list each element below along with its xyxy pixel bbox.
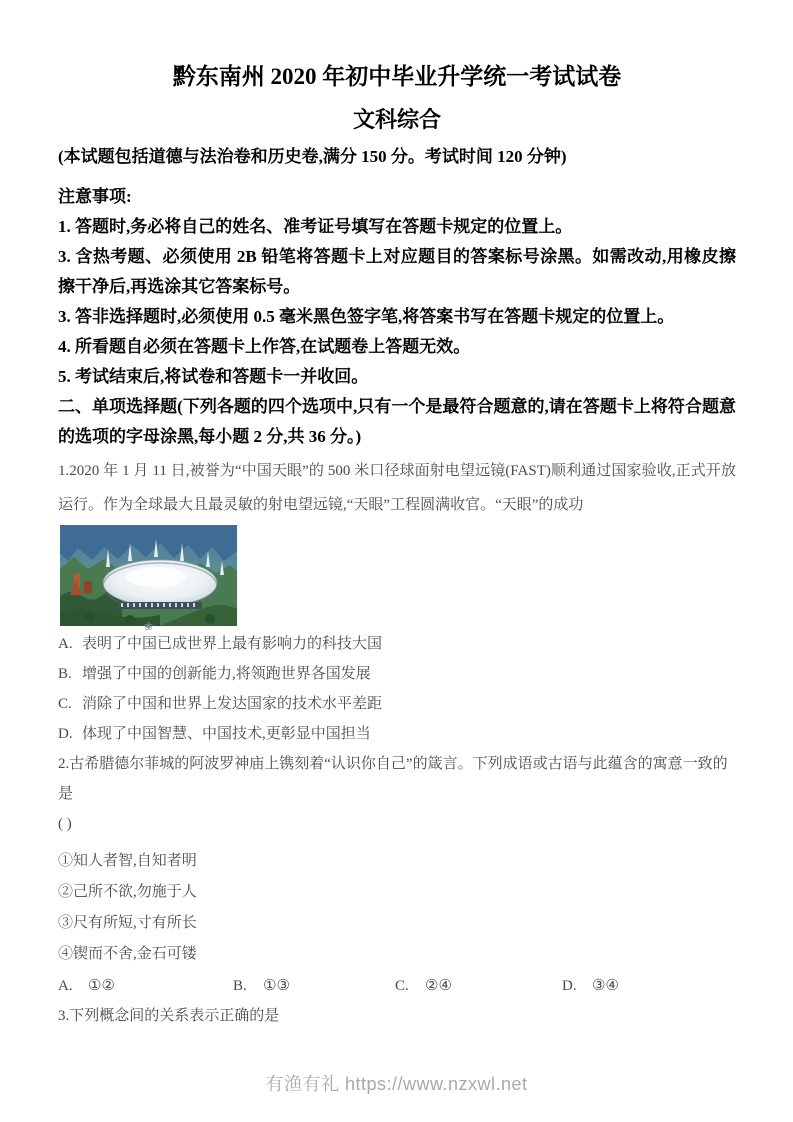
question-2-option-c (395, 971, 562, 1001)
option-label: C. (58, 696, 72, 712)
question-2 (58, 749, 736, 1001)
notice-item-4: 4. 所看题自必须在答题卡上作答,在试题卷上答题无效。 (58, 337, 471, 356)
fast-telescope-photo (60, 525, 237, 633)
question-1 (58, 454, 736, 749)
question-2-option-a (58, 971, 233, 1001)
question-1-text: 1.2020 年 1 月 11 日,被誉为“中国天眼”的 500 米口径球面射电望远镜(FAST)顺利通过国家验收,正式开放运行。作为全球最大且最灵敏的射电望远镜,“天眼”工程圆满收官。“天眼”的成功 (58, 463, 736, 513)
option-text: 增强了中国的创新能力,将领跑世界各国发展 (82, 666, 371, 682)
option-text: ②④ (425, 978, 452, 994)
option-label: A. (58, 636, 73, 652)
question-1-option-d (58, 719, 736, 749)
option-text: 表明了中国已成世界上最有影响力的科技大国 (82, 636, 383, 652)
section-heading: 二、单项选择题(下列各题的四个选项中,只有一个是最符合题意的,请在答题卡上将符合题意的选项的字母涂黑,每小题 2 分,共 36 分。) (58, 397, 736, 446)
option-label: B. (233, 978, 247, 994)
page-title: 黔东南州 2020 年初中毕业升学统一考试试卷 (172, 64, 622, 89)
question-3-text: 3.下列概念间的关系表示正确的是 (58, 1008, 280, 1024)
question-2-options-row (58, 971, 736, 1001)
option-text: ①② (88, 978, 115, 994)
question-2-clause-2: ②己所不欲,勿施于人 (58, 884, 197, 900)
option-text: 消除了中国和世界上发达国家的技术水平差距 (82, 696, 383, 712)
watermark-footer: 有渔有礼 https://www.nzxwl.net (265, 1074, 528, 1094)
notice-item-1: 1. 答题时,务必将自己的姓名、准考证号填写在答题卡规定的位置上。 (58, 217, 573, 236)
option-label: A. (58, 978, 73, 994)
answer-bracket: ( ) (58, 816, 72, 832)
question-2-text: 2.古希腊德尔菲城的阿波罗神庙上镌刻着“认识你自己”的箴言。下列成语或古语与此蕴含的寓意一致的是 (58, 756, 728, 802)
notice-item-3: 3. 答非选择题时,必须使用 0.5 毫米黑色签字笔,将答案书写在答题卡规定的位置上。 (58, 307, 675, 326)
option-text: ③④ (592, 978, 619, 994)
option-label: B. (58, 666, 72, 682)
option-label: D. (58, 726, 73, 742)
question-1-option-c (58, 689, 736, 719)
notice-heading: 注意事项: (58, 187, 132, 206)
question-1-option-a (58, 629, 736, 659)
page-subtitle: 文科综合 (352, 107, 441, 132)
image-watermark-icon: ❀ (143, 620, 154, 633)
option-text: ①③ (263, 978, 290, 994)
exam-info: (本试题包括道德与法治卷和历史卷,满分 150 分。考试时间 120 分钟) (58, 147, 567, 166)
question-2-clause-3: ③尺有所短,寸有所长 (58, 915, 197, 931)
question-2-clause-4: ④锲而不舍,金石可镂 (58, 946, 197, 962)
question-2-clause-1: ①知人者智,自知者明 (58, 853, 197, 869)
option-label: C. (395, 978, 409, 994)
question-2-option-b (233, 971, 395, 1001)
option-text: 体现了中国智慧、中国技术,更彰显中国担当 (82, 726, 371, 742)
notice-item-2: 3. 含热考题、必须使用 2B 铅笔将答题卡上对应题目的答案标号涂黑。如需改动,用橡皮擦擦干净后,再选涂其它答案标号。 (58, 247, 736, 296)
notice-item-5: 5. 考试结束后,将试卷和答题卡一并收回。 (58, 367, 369, 386)
question-2-option-d (562, 971, 736, 1001)
option-label: D. (562, 978, 577, 994)
question-1-option-b (58, 659, 736, 689)
